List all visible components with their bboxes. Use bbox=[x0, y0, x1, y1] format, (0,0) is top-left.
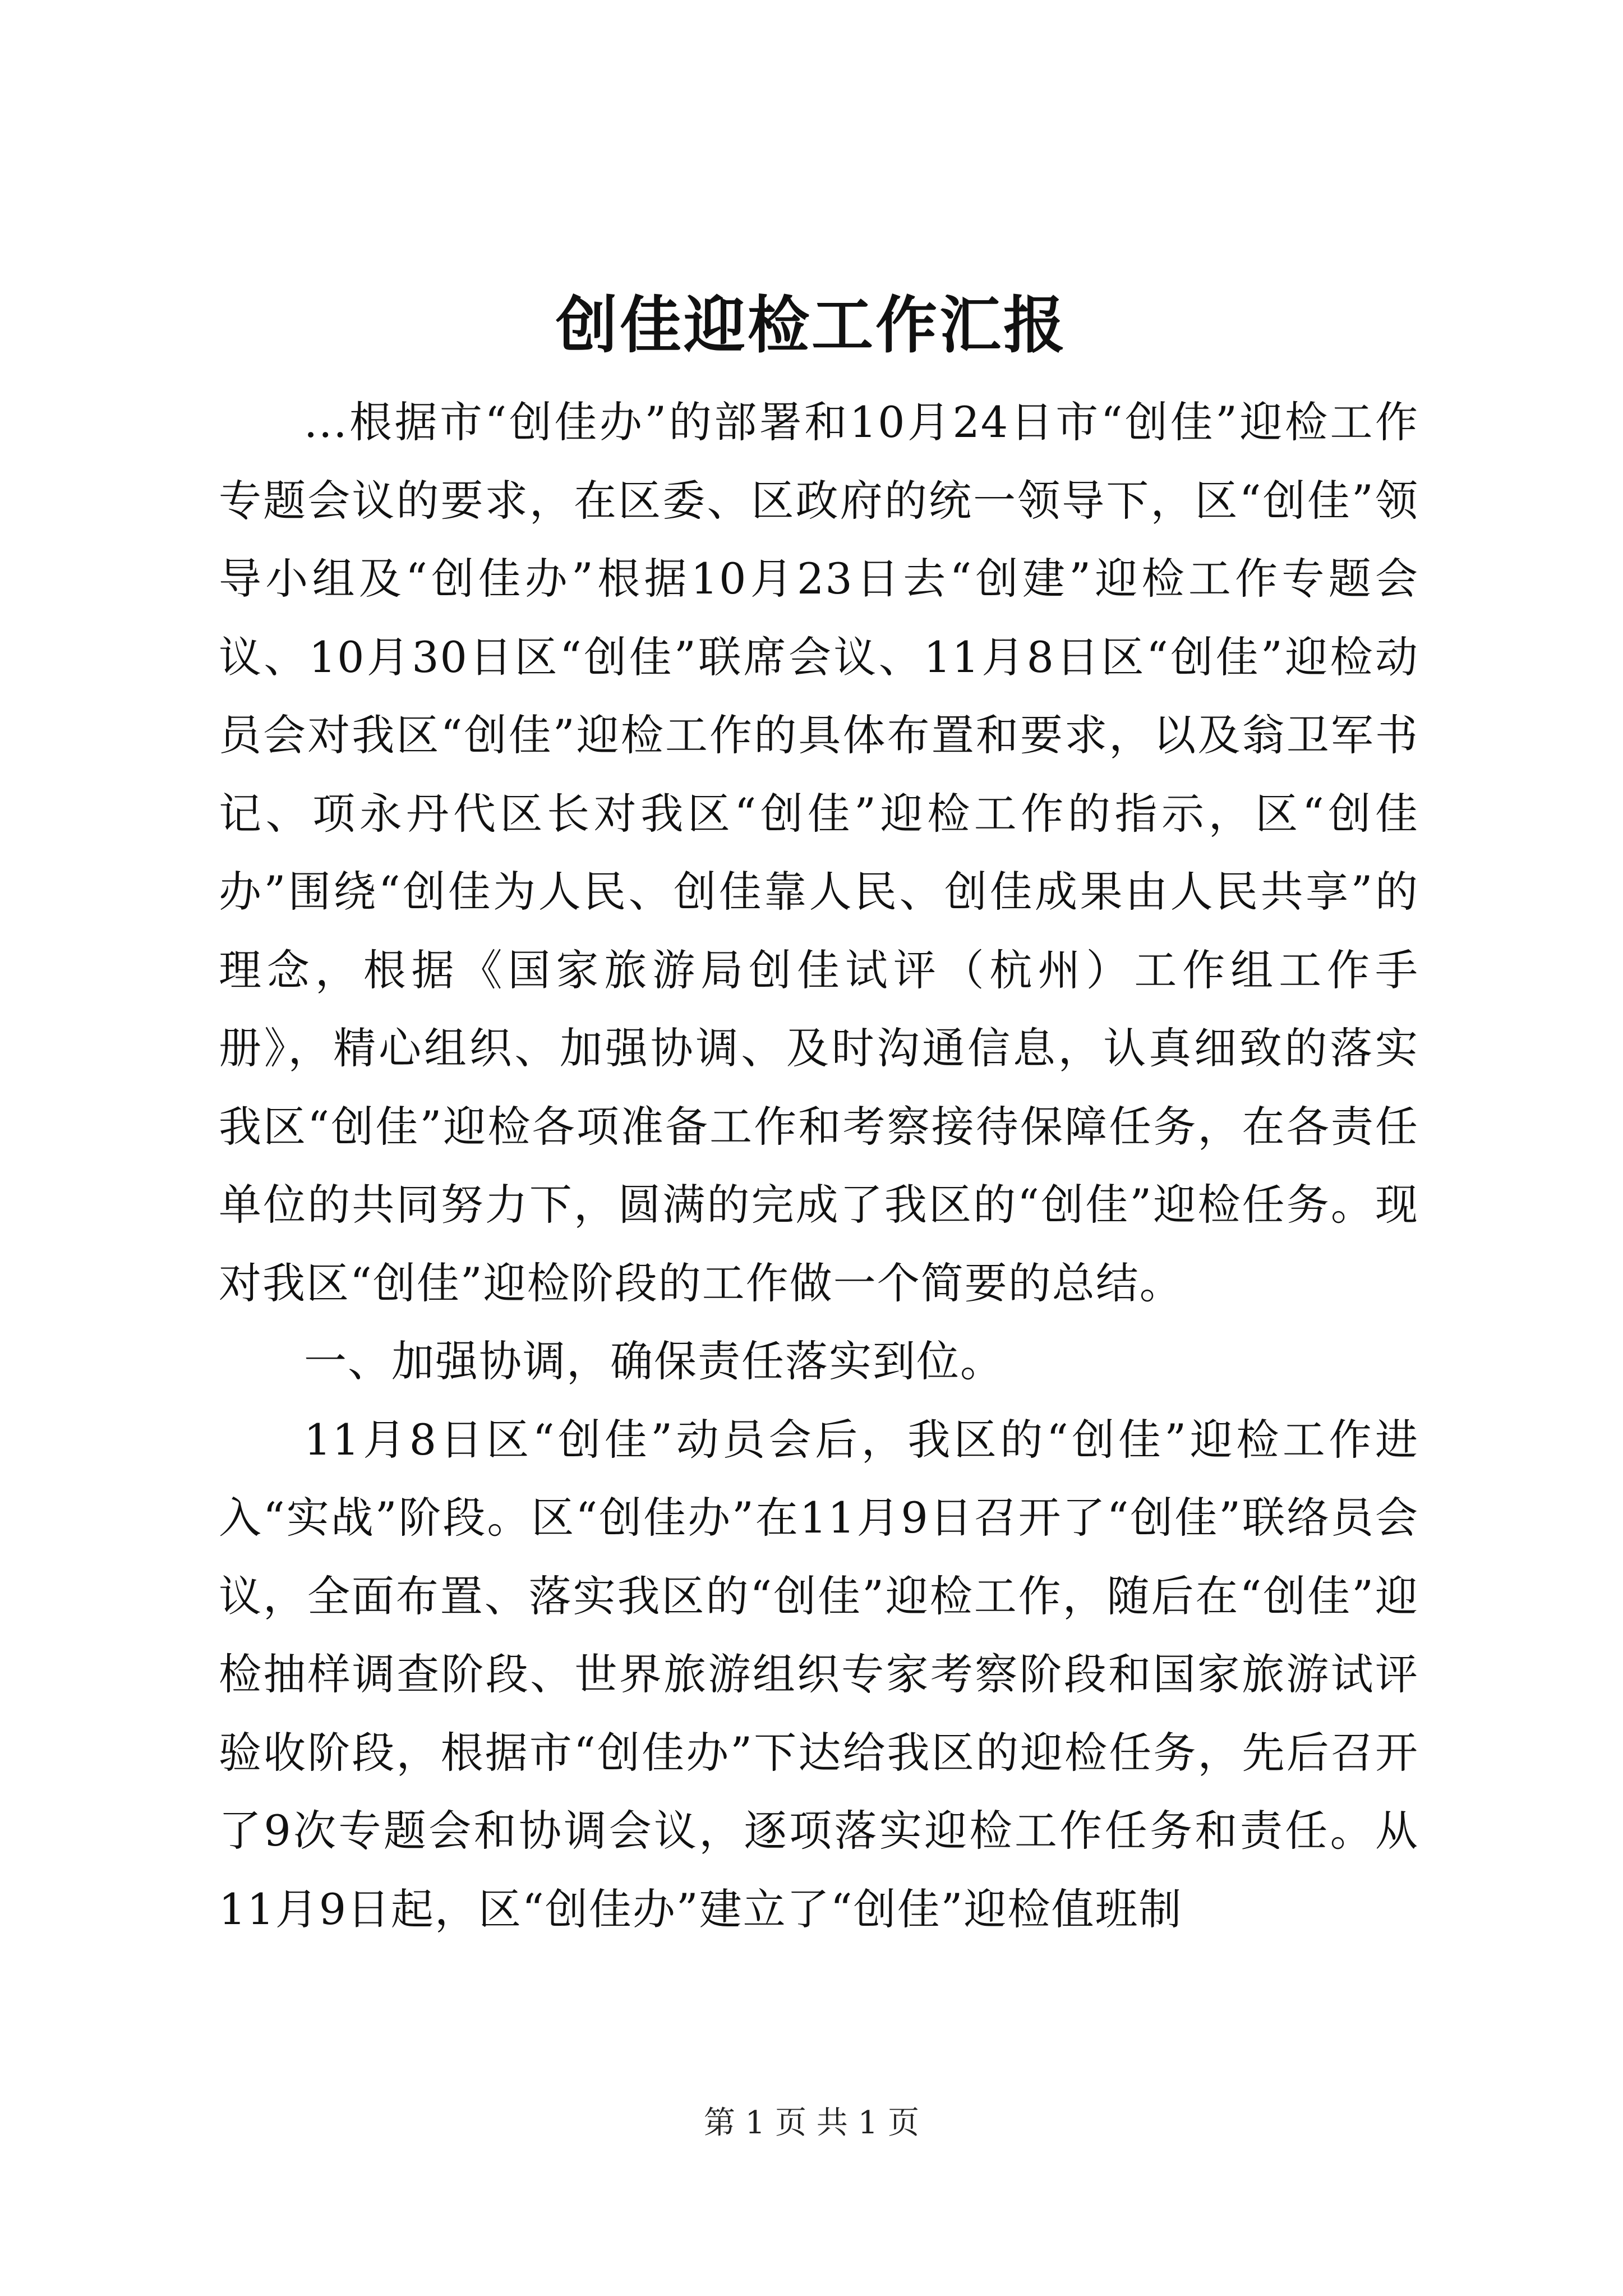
paragraph-section-1: 11月8日区“创佳”动员会后，我区的“创佳”迎检工作进入“实战”阶段。区“创佳办”在11月9日召开了“创佳”联络员会议，全面布置、落实我区的“创佳”迎检工作，随后在“创佳”迎检抽样调查阶段、世界旅游组织专家考察阶段和国家旅游试评验收阶段，根据市“创佳办”下达给我区的迎检任务，先后召开了9次专题会和协调会议，逐项落实迎检工作任务和责任。从11月9日起，区“创佳办”建立了“创佳”迎检值班制 bbox=[219, 1414, 1419, 1934]
document-body bbox=[219, 383, 1419, 1948]
page-number-footer: 第 1 页 共 1 页 bbox=[703, 2105, 920, 2141]
section-heading-1: 一、加强协调，确保责任落实到位。 bbox=[304, 1336, 1004, 1386]
document-title: 创佳迎检工作汇报 bbox=[556, 289, 1067, 361]
paragraph-intro: ...根据市“创佳办”的部署和10月24日市“创佳”迎检工作专题会议的要求，在区委、区政府的统一领导下，区“创佳”领导小组及“创佳办”根据10月23日去“创建”迎检工作专题会议、10月30日区“创佳”联席会议、11月8日区“创佳”迎检动员会对我区“创佳”迎检工作的具体布置和要求，以及翁卫军书记、项永丹代区长对我区“创佳”迎检工作的指示，区“创佳办”围绕“创佳为人民、创佳靠人民、创佳成果由人民共享”的理念，根据《国家旅游局创佳试评（杭州）工作组工作手册》，精心组织、加强协调、及时沟通信息，认真细致的落实我区“创佳”迎检各项准备工作和考察接待保障任务，在各责任单位的共同努力下，圆满的完成了我区的“创佳”迎检任务。现对我区“创佳”迎检阶段的工作做一个简要的总结。 bbox=[219, 397, 1419, 1308]
